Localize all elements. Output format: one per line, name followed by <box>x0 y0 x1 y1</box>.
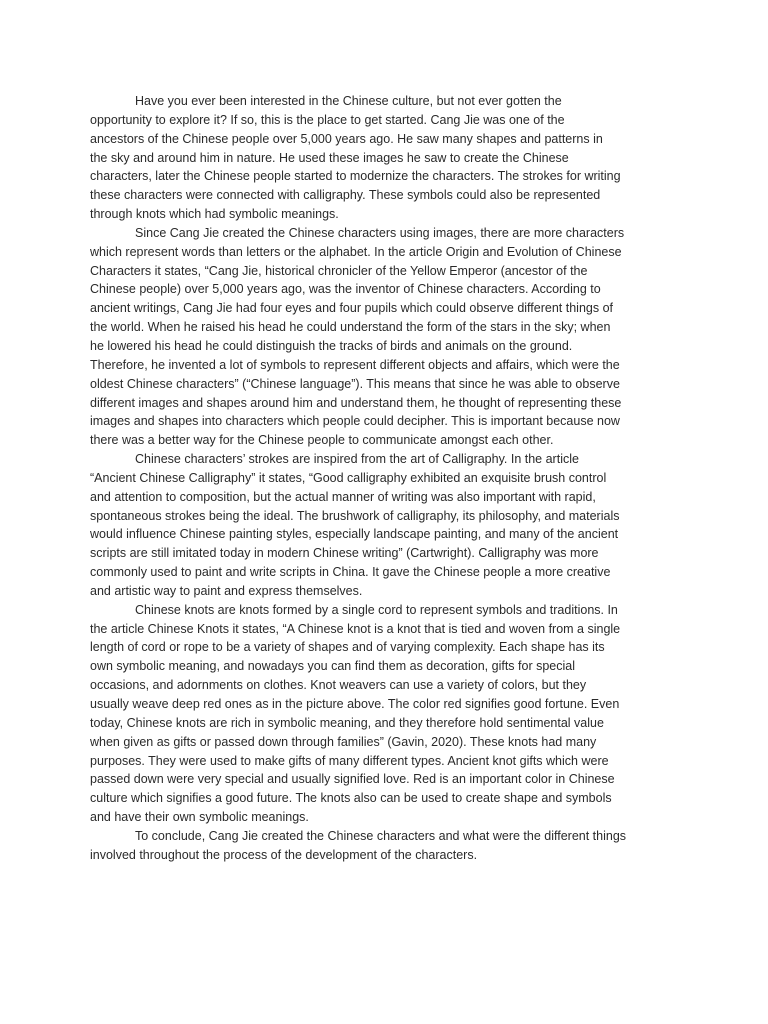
paragraph-conclusion: To conclude, Cang Jie created the Chinese characters and what were the different things involved throughout the process of the development of the characters. <box>90 828 627 862</box>
paragraph-introduction: Have you ever been interested in the Chinese culture, but not ever gotten the opportunity to explore it? If so, this is the place to get started. Cang Jie was one of the ancestors of the Chinese people over 5,000 years ago. He saw many shapes and patterns in the sky and around him in nature. He used these images he saw to create the Chinese characters, later the Chinese people started to modernize the characters. The strokes for writing these characters were connected with calligraphy. These symbols could also be represented through knots which had symbolic meanings. <box>90 94 621 222</box>
paragraph-chinese-knots: Chinese knots are knots formed by a single cord to represent symbols and traditions. In the article Chinese Knots it states, “A Chinese knot is a knot that is tied and woven from a single length of cord or rope to be a variety of shapes and of varying complexity. Each shape has its own symbolic meaning, and nowadays you can find them as decoration, gifts for special occasions, and adornments on clothes. Knot weavers can use a variety of colors, but they usually weave deep red ones as in the picture above. The color red signifies good fortune. Even today, Chinese knots are rich in symbolic meaning, and they therefore hold sentimental value when given as gifts or passed down through families” (Gavin, 2020). These knots had many purposes. They were used to make gifts of many different types. Ancient knot gifts which were passed down were very special and usually signified love. Red is an important color in Chinese culture which signifies a good future. The knots also can be used to create shape and symbols and have their own symbolic meanings. <box>90 602 621 825</box>
paragraph-cang-jie: Since Cang Jie created the Chinese characters using images, there are more characters which represent words than letters or the alphabet. In the article Origin and Evolution of Chinese Characters it states, “Cang Jie, historical chronicler of the Yellow Emperor (ancestor of the Chinese people) over 5,000 years ago, was the inventor of Chinese characters. According to ancient writings, Cang Jie had four eyes and four pupils which could observe different things of the world. When he raised his head he could understand the form of the stars in the sky; when he lowered his head he could distinguish the tracks of birds and animals on the ground. Therefore, he invented a lot of symbols to represent different objects and affairs, which were the oldest Chinese characters” (“Chinese language”). This means that since he was able to observe different images and shapes around him and understand them, he thought of representing these images and shapes into characters which people could decipher. This is important because now there was a better way for the Chinese people to communicate amongst each other. <box>90 225 625 448</box>
paragraph-calligraphy: Chinese characters’ strokes are inspired from the art of Calligraphy. In the article “Ancient Chinese Calligraphy” it states, “Good calligraphy exhibited an exquisite brush control and attention to composition, but the actual manner of writing was also important with rapid, spontaneous strokes being the ideal. The brushwork of calligraphy, its philosophy, and materials would influence Chinese painting styles, especially landscape painting, and many of the ancient scripts are still imitated today in modern Chinese writing” (Cartwright). Calligraphy was more commonly used to paint and write scripts in China. It gave the Chinese people a more creative and artistic way to paint and express themselves. <box>90 452 620 598</box>
document-body <box>90 92 672 865</box>
